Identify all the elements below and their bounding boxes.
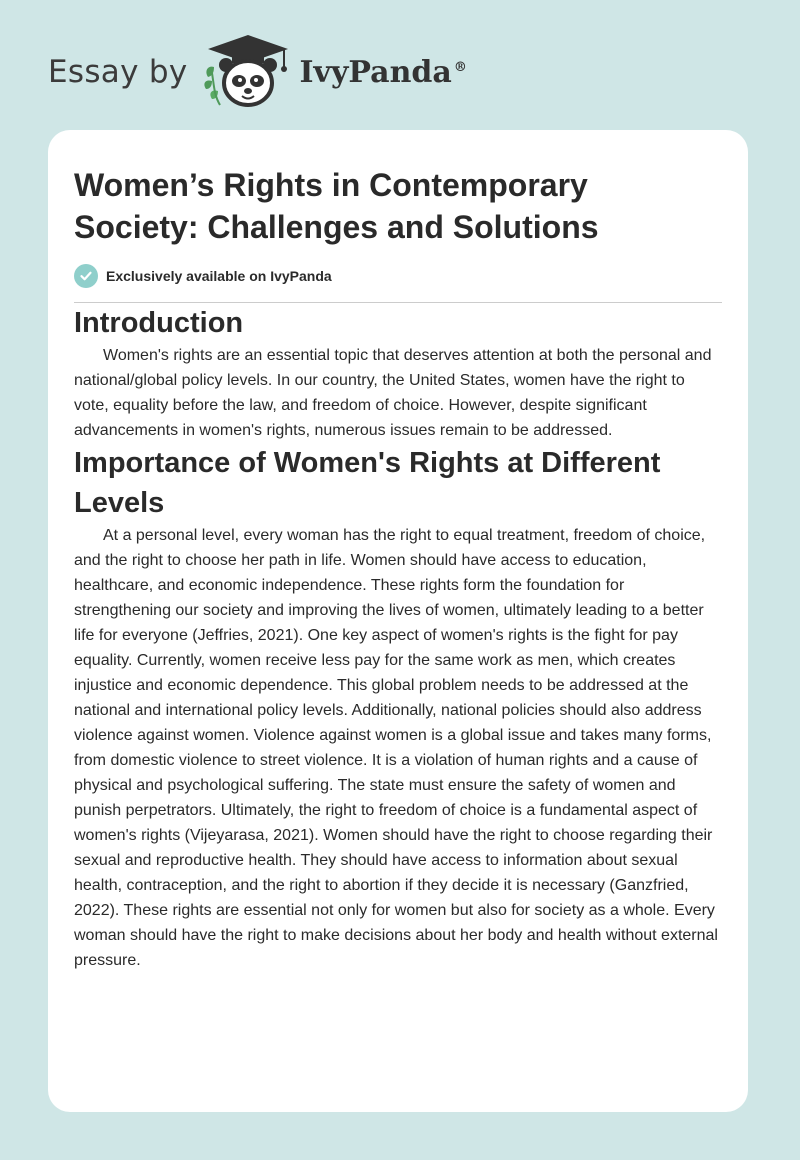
check-circle-icon	[74, 264, 98, 288]
site-header	[48, 32, 467, 112]
section-heading-introduction: Introduction	[74, 307, 244, 339]
essay-title: Women’s Rights in Contemporary Society: Challenges and Solutions	[74, 167, 599, 245]
section-heading-importance: Importance of Women's Rights at Different Levels	[74, 447, 661, 519]
section-body-importance: At a personal level, every woman has the right to equal treatment, freedom of choice, and the right to choose her path in life. Women should have access to education, healthcare, and economic independence. These rights form the foundation for strengthening our society and improving the lives of women, ultimately leading to a better life for everyone (Jeffries, 2021). One key aspect of women's rights is the fight for pay equality. Currently, women receive less pay for the same work as men, which creates injustice and economic dependence. This global problem needs to be addressed at the national and international policy levels. Additionally, national policies should also address violence against women. Violence against women is a global issue and takes many forms, from domestic violence to street violence. It is a violation of human rights and a cause of physical and psychological suffering. The state must ensure the safety of women and punish perpetrators. Ultimately, the right to freedom of choice is a fundamental aspect of women's rights (Vijeyarasa, 2021). Women should have the right to choose regarding their sexual and reproductive health. They should have access to information about sexual health, contraception, and the right to abortion if they decide it is necessary (Ganzfried, 2022). These rights are essential not only for women but also for society as a whole. Every woman should have the right to make decisions about her body and health without external pressure.	[74, 527, 718, 969]
essay-card	[48, 130, 748, 1112]
badge-label: Exclusively available on IvyPanda	[106, 268, 332, 284]
section-body-introduction: Women's rights are an essential topic that deserves attention at both the personal and national/global policy levels. In our country, the United States, women have the right to vote, equality before the law, and freedom of choice. However, despite significant advancements in women's rights, numerous issues remain to be addressed.	[74, 347, 712, 439]
panda-graduation-cap-icon[interactable]	[202, 33, 294, 111]
essay-by-label: Essay by	[48, 54, 188, 90]
registered-mark: ®	[453, 59, 467, 75]
exclusive-badge	[74, 264, 722, 288]
brand-name[interactable]: IvyPanda ®	[299, 54, 467, 90]
